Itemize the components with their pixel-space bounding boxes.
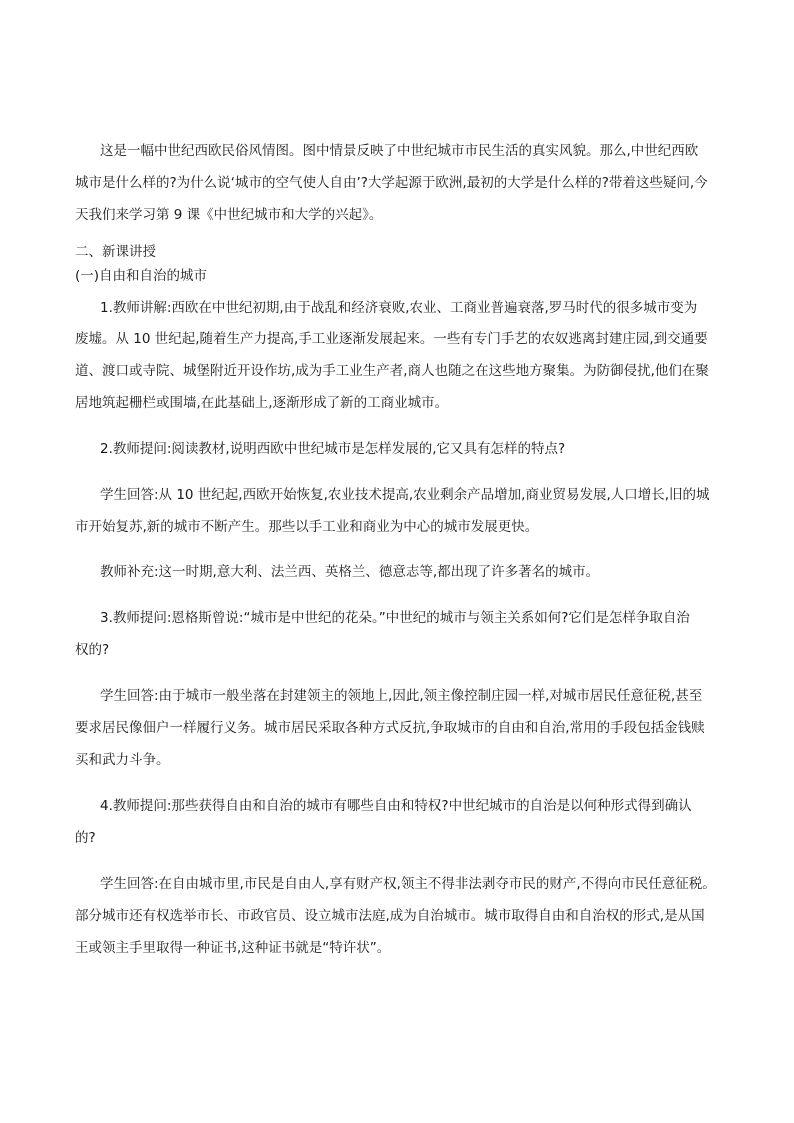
answer-2-line-1: 学生回答:从 10 世纪起,西欧开始恢复,农业技术提高,农业剩余产品增加,商业贸易发展,人口增长,旧的城 [100,487,710,503]
para-1-line-4: 居地筑起栅栏或围墙,在此基础上,逐渐形成了新的工商业城市。 [75,395,449,411]
subsection-heading: (一)自由和自治的城市 [75,268,208,284]
question-4-line-2: 的? [75,830,96,846]
answer-4-line-1: 学生回答:在自由城市里,市民是自由人,享有财产权,领主不得非法剥夺市民的财产,不得向市民任意征税。 [100,876,716,892]
intro-line-2: 城市是什么样的?为什么说‘城市的空气使人自由’?大学起源于欧洲,最初的大学是什么样的?带着这些疑问,今 [75,175,708,191]
teacher-supplement: 教师补充:这一时期,意大利、法兰西、英格兰、德意志等,都出现了许多著名的城市。 [100,564,600,580]
question-3-line-1: 3.教师提问:恩格斯曾说:“城市是中世纪的花朵。”中世纪的城市与领主关系如何?它们是怎样争取自治 [100,610,690,626]
answer-4-line-2: 部分城市还有权选举市长、市政官员、设立城市法庭,成为自治城市。城市取得自由和自治权的形式,是从国 [75,908,705,924]
intro-line-1: 这是一幅中世纪西欧民俗风情图。图中情景反映了中世纪城市市民生活的真实风貌。那么,中世纪西欧 [100,143,699,159]
answer-3-line-1: 学生回答:由于城市一般坐落在封建领主的领地上,因此,领主像控制庄园一样,对城市居民任意征税,甚至 [100,688,703,704]
question-2: 2.教师提问:阅读教材,说明西欧中世纪城市是怎样发展的,它又具有怎样的特点? [100,441,566,457]
intro-line-3: 天我们来学习第 9 课《中世纪城市和大学的兴起》。 [75,207,383,223]
answer-3-line-3: 买和武力斗争。 [75,752,170,768]
section-heading: 二、新课讲授 [75,244,156,260]
answer-2-line-2: 市开始复苏,新的城市不断产生。那些以手工业和商业为中心的城市发展更快。 [75,519,539,535]
para-1-line-3: 道、渡口或寺院、城堡附近开设作坊,成为手工业生产者,商人也随之在这些地方聚集。为防御侵扰,他们在聚 [75,363,709,379]
para-1-line-2: 废墟。从 10 世纪起,随着生产力提高,手工业逐渐发展起来。一些有专门手艺的农奴逃离封建庄园,到交通要 [75,331,708,347]
answer-4-line-3: 王或领主手里取得一种证书,这种证书就是“特许状”。 [75,940,391,956]
question-4-line-1: 4.教师提问:那些获得自由和自治的城市有哪些自由和特权?中世纪城市的自治是以何种形式得到确认 [100,798,692,814]
question-3-line-2: 权的? [75,642,110,658]
answer-3-line-2: 要求居民像佃户一样履行义务。城市居民采取各种方式反抗,争取城市的自由和自治,常用的手段包括金钱赎 [75,720,705,736]
para-1-line-1: 1.教师讲解:西欧在中世纪初期,由于战乱和经济衰败,农业、工商业普遍衰落,罗马时代的很多城市变为 [100,300,698,316]
